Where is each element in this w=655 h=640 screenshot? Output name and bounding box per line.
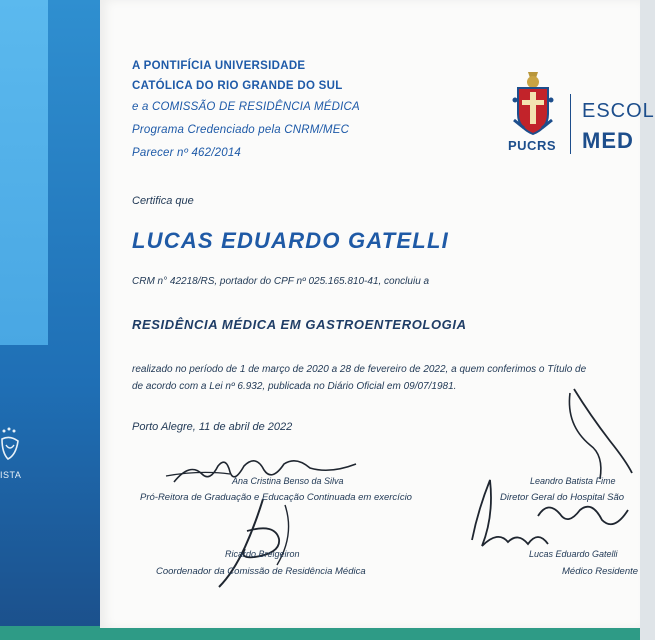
signer-2-role: Diretor Geral do Hospital São [500, 492, 625, 503]
place-date: Porto Alegre, 11 de abril de 2022 [132, 421, 293, 433]
residency-title: RESIDÊNCIA MÉDICA EM GASTROENTEROLOGIA [132, 317, 467, 332]
pucrs-wordmark: PUCRS [508, 138, 557, 153]
header-line-5: Parecer nº 462/2014 [132, 147, 242, 159]
header-line-4: Programa Credenciado pela CNRM/MEC [132, 124, 350, 136]
signer-2-name: Leandro Batista Fime [530, 476, 616, 486]
signer-3-name: Ricardo Breigeiron [225, 549, 300, 559]
left-light-stripe [0, 0, 48, 345]
credentials-line: CRM n° 42218/RS, portador do CPF nº 025.165.810-41, concluiu a [132, 276, 430, 287]
signature-ana-cristina [160, 452, 370, 492]
logo-divider [570, 94, 571, 154]
left-seal-fragment [0, 425, 22, 475]
certifies-label: Certifica que [132, 195, 194, 207]
signer-1-name: Ana Cristina Benso da Silva [232, 476, 344, 486]
header-line-1: A PONTIFÍCIA UNIVERSIDADE [132, 60, 306, 72]
signer-4-role: Médico Residente [562, 566, 639, 577]
recipient-name: LUCAS EDUARDO GATELLI [132, 228, 449, 253]
logo-med-text: MED [582, 128, 634, 153]
left-decorative-panel [0, 0, 100, 640]
signer-3-role: Coordenador da Comissão de Residência Médica [156, 566, 366, 577]
logo-escola-text: ESCOL [582, 100, 655, 122]
signer-1-role: Pró-Reitora de Graduação e Educação Continuada em exercício [140, 492, 412, 503]
bottom-green-strip [0, 626, 640, 640]
left-panel-text: ISTA [0, 470, 22, 480]
header-line-2: CATÓLICA DO RIO GRANDE DO SUL [132, 80, 343, 92]
signer-4-name: Lucas Eduardo Gatelli [529, 549, 618, 559]
header-line-3: e a COMISSÃO DE RESIDÊNCIA MÉDICA [132, 101, 360, 113]
period-line-1: realizado no período de 1 de março de 2020 a 28 de fevereiro de 2022, a quem conferimos o Título de [132, 364, 587, 375]
period-line-2: de acordo com a Lei nº 6.932, publicada no Diário Oficial em 09/07/1981. [132, 381, 457, 392]
